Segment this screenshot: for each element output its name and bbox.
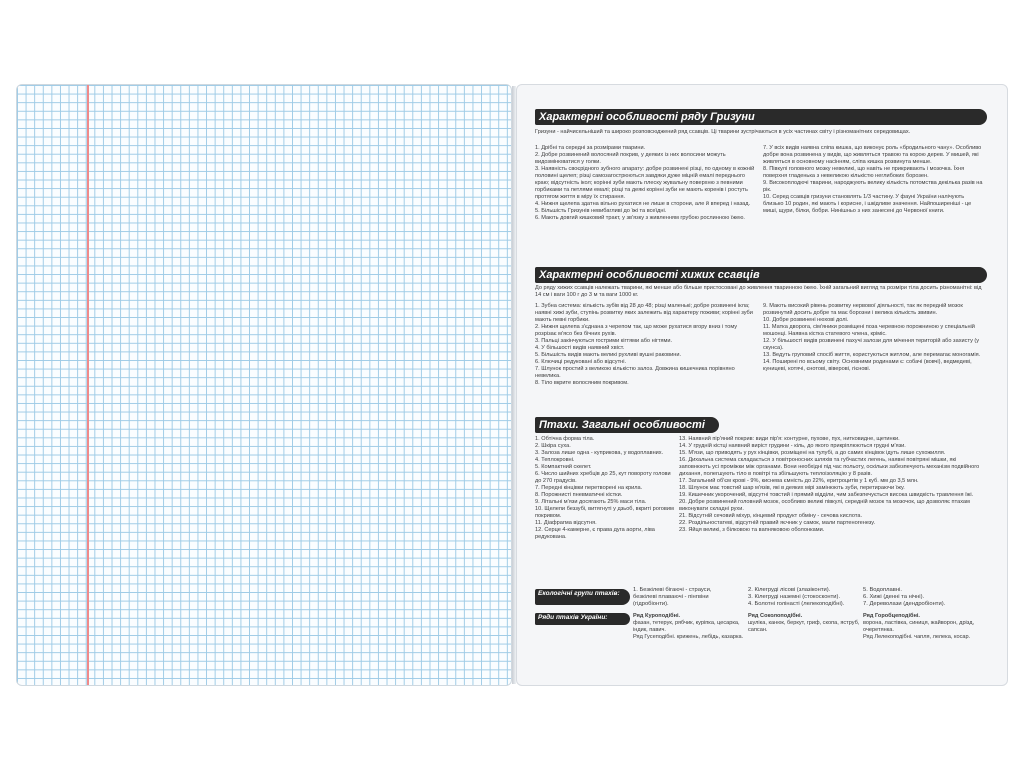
orders-cell: ворона, ластівка, синиця, жайворон, дрізд, очеретянка. (863, 620, 975, 633)
bird-orders-list (633, 613, 978, 641)
rodents-item: 1. Дрібні та середні за розмірами тварини. (535, 145, 646, 151)
birds-item: 21. Відсутній сечовий міхур, кінцевий продукт обміну - сечова кислота. (679, 513, 863, 519)
birds-title: Птахи. Загальні особливості (535, 417, 719, 433)
rodents-intro: Гризуни - найчисельніший та широко розповсюджений ряд ссавців. Ці тварини зустрічаються в усіх частинах світу і різноманітних середовищах. (535, 129, 911, 135)
predators-col-2 (763, 303, 983, 373)
ecology-cell: 3. Кілегруді наземні (стокосконти). (748, 594, 841, 600)
ecology-groups-list (633, 587, 978, 608)
birds-col-1 (535, 436, 675, 541)
birds-col-2 (679, 436, 989, 534)
predators-col-1 (535, 303, 755, 387)
ecology-row (633, 587, 978, 594)
predators-item: 1. Зубна система: кількість зубів від 28 до 48; різці маленькі; добре розвинені ікла; наявні хижі зуби, ступінь розвитку яких залежить від характеру поживи; корінні зуби мають певні горбики. (535, 303, 753, 323)
predators-item: 9. Мають високий рівень розвитку нервової діяльності, так як передній мозок розвинутий досить добре та має борозни і велика кількість звивин. (763, 303, 963, 316)
ecology-groups-label: Екологічні групи птахів: (535, 589, 630, 605)
ecology-cell: 1. Безкілеві бігаючі - страуси, (633, 587, 712, 593)
rodents-item: 2. Добре розвинений волосяний покрив, у деяких із них волосини можуть видозмінюватися у голки. (535, 152, 726, 165)
ecology-cell: (гідробіонти). (633, 601, 669, 607)
birds-item: 4. Теплокровні. (535, 457, 575, 463)
orders-cell (748, 634, 863, 641)
birds-item: 10. Щелепи беззубі, витягнуті у дзьоб, вкриті роговим покривом. (535, 506, 674, 519)
rodents-col-2 (763, 145, 983, 215)
birds-item: 11. Діафрагма відсутня. (535, 520, 597, 526)
birds-item: 13. Наявний пір'яний покрив: види пір'я: контурне, пухове, пух, нитковидне, щетинки. (679, 436, 900, 442)
orders-cell: шуліка, канюк, беркут, гриф, скопа, яструб, сапсан. (748, 620, 860, 633)
predators-item: 3. Пальці закінчуються гострими кігтями або нігтями. (535, 338, 673, 344)
birds-item: 16. Дихальна система складається з повітроносних шляхів та губчастих легень, наявні повітряні мішки, які заповнюють усі проміжки між органами. Вони необхідні під час польоту, оскільки забезпечують механізм подвійного дихання, полегшують тіло в повітрі та збільшують теплоізоляцію у 8 разів. (679, 457, 980, 477)
birds-item: 22. Роздільностатеві, відсутній правий яєчник у самок, мали партеногенезу. (679, 520, 876, 526)
ecology-cell: 2. Кілегруді лісові (злазіконти). (748, 587, 831, 593)
rodents-item: 6. Мають довгий кишковий тракт, у зв'язку з живленням грубою рослинною їжею. (535, 215, 745, 221)
predators-item: 11. Матка дворога, сім'яники розміщені поза черевною порожниною у спеціальній мошонці. Наявна кістка статевого члена, кріміс. (763, 324, 975, 337)
predators-item: 14. Поширені по всьому світу. Основними родинами є: собачі (вовчі), ведмедеві, куницеві, котячі, єнотові, віверові, гієнові. (763, 359, 972, 372)
birds-item: 2. Шкіра суха. (535, 443, 571, 449)
birds-item: 3. Залоза лише одна - куприкова, у водоплавних. (535, 450, 664, 456)
rodents-item: 4. Нижня щелепа здатна вільно рухатися не лише в сторони, але й вперед і назад. (535, 201, 751, 207)
birds-item: 23. Яйця великі, з білковою та вапняковою оболонками. (679, 527, 825, 533)
ecology-row (633, 594, 978, 601)
ecology-cell: безкілеві плаваючі - пінгвіни (633, 594, 709, 600)
birds-item: 15. М'язи, що приводять у рух кінцівки, розміщені на тулубі, а до самих кінцівок ідуть лише сухожилля. (679, 450, 946, 456)
birds-item: 14. У грудній кістці наявний виріст грудини - кіль, до якого прикріплюються грудні м'язи. (679, 443, 906, 449)
birds-item: 17. Загальний об'єм крові - 9%, киснева ємність до 22%, еритроцитів у 1 куб. мм до 3,5 млн. (679, 478, 919, 484)
predators-item: 5. Більшість видів мають великі рухливі вушні раковини. (535, 352, 682, 358)
rodents-col-1 (535, 145, 755, 222)
birds-item: 6. Число шийних хребців до 25, кут повороту голови до 270 градусів. (535, 471, 671, 484)
birds-item: 9. Літальні м'язи досягають 25% маси тіла. (535, 499, 647, 505)
orders-cell: фазан, тетерук, рябчик, куріпка, цесарка, індик, павич. (633, 620, 740, 633)
ecology-cell: 7. Дереволази (дендробіонти). (863, 601, 946, 607)
rodents-item: 7. У всіх видів наявна сліпа кишка, що виконує роль «бродильного чану». Особливо добре вона розвинена у видів, що живляться травою та корою дерев. У мишей, які живляться в основному насінням, сліпа кишка розвинута менше. (763, 145, 982, 165)
orders-row (633, 613, 978, 620)
ecology-cell: 5. Водоплавні. (863, 587, 902, 593)
rodents-item: 5. Більшість Гризунів невибагливі до їжі та всеїдні. (535, 208, 667, 214)
ecology-cell: 4. Болотні голінасті (лелекоподібні). (748, 601, 845, 607)
orders-cell: Ряд Соколоподібні. (748, 613, 803, 619)
predators-item: 8. Тіло вкрите волосяним покривом. (535, 380, 629, 386)
predators-item: 6. Ключиці редуковані або відсутні. (535, 359, 627, 365)
birds-item: 7. Передні кінцівки перетворені на крила. (535, 485, 643, 491)
orders-cell: Ряд Куроподібні. (633, 613, 681, 619)
orders-row (633, 620, 978, 634)
ecology-row (633, 601, 978, 608)
rodents-title: Характерні особливості ряду Гризуни (535, 109, 987, 125)
birds-item: 19. Кишечник укорочений, відсутні товстий і прямий відділи, чим забезпечується висока швидкість травлення їжі. (679, 492, 974, 498)
rodents-item: 8. Півкулі головного мозку невеликі, що навіть не прикривають і мозочка. Їхня поверхня гладенька з невеликою кількістю неглибоких борозен. (763, 166, 965, 179)
predators-item: 4. У більшості видів наявний хвіст. (535, 345, 625, 351)
orders-cell: Ряд Лелекоподібні. чапля, лелека, косар. (863, 634, 971, 640)
birds-item: 8. Порожнисті пневматичні кістки. (535, 492, 623, 498)
birds-item: 18. Шлунок має товстий шар м'язів, які в деяких мірі замінюють зуби, перетираючи їжу. (679, 485, 905, 491)
predators-item: 10. Добре розвинені нюхові долі. (763, 317, 849, 323)
predators-title: Характерні особливості хижих ссавців (535, 267, 987, 283)
predators-item: 2. Нижня щелепа з'єднана з черепом так, що може рухатися вгору вниз і тому розрізає м'ясо без бічних рухів. (535, 324, 738, 337)
rodents-item: 3. Наявність своєрідного зубного апарату: добре розвинені різці, по одному в кожній половині щелеп; різці самозагострюються завдяки дуже міцній емалі переднього краю; відсутність ікол; корінні зуби мають плеску жувальну поверхню з певними горбиками та петлями емалі; різці та деякі корінні зуби не мають коренів і ростуть протягом життя в міру їх стирання. (535, 166, 755, 200)
predators-item: 7. Шлунок простий з великою кількістю залоз. Довжина кишечника порівняно невелика. (535, 366, 735, 379)
margin-line (87, 85, 89, 685)
reference-page (516, 84, 1008, 686)
bird-orders-label: Ряди птахів України: (535, 613, 630, 625)
orders-cell: Ряд Гусеподібні. крижень, лебідь, казарка. (633, 634, 744, 640)
predators-intro: До ряду хижих ссавців належать тварини, які менше або більше пристосовані до живлення тваринною їжею. Їхній загальний вигляд та розміри тіла досить різноманітні: від 14 см і ваги 100 г до 3 м та ваги 1000 кг. (535, 285, 982, 298)
birds-item: 5. Компактний скелет. (535, 464, 592, 470)
predators-item: 13. Ведуть груповий спосіб життя, користуються житлом, але перемагає моногамія. (763, 352, 981, 358)
graph-paper-page (16, 84, 512, 686)
birds-item: 20. Добре розвинений головний мозок, особливо великі півкулі, середній мозок та мозочок, що дозволяє птахам виконувати складні рухи. (679, 499, 970, 512)
ecology-cell: 6. Хижі (денні та нічні). (863, 594, 925, 600)
rodents-item: 10. Серед ссавців гризуни становлять 1/3 частину. У фауні України налічують близько 10 родин, які мають і корисне, і шкідливе значення. Найпоширеніші - це миші, щури, білки, бобри. Нинішньо з них занесені до Червоної книги. (763, 194, 972, 214)
orders-cell: Ряд Горобцеподібні. (863, 613, 920, 619)
predators-item: 12. У більшості видів розвинені пахучі залози для мічення територій або захисту (у скунса). (763, 338, 980, 351)
orders-row (633, 634, 978, 641)
birds-item: 12. Серце 4-камерне, є права дуга аорти, ліва редукована. (535, 527, 655, 540)
birds-item: 1. Обтічна форма тіла. (535, 436, 595, 442)
rodents-item: 9. Високоплодючі тварини, народжують велику кількість потомства декілька разів на рік. (763, 180, 983, 193)
